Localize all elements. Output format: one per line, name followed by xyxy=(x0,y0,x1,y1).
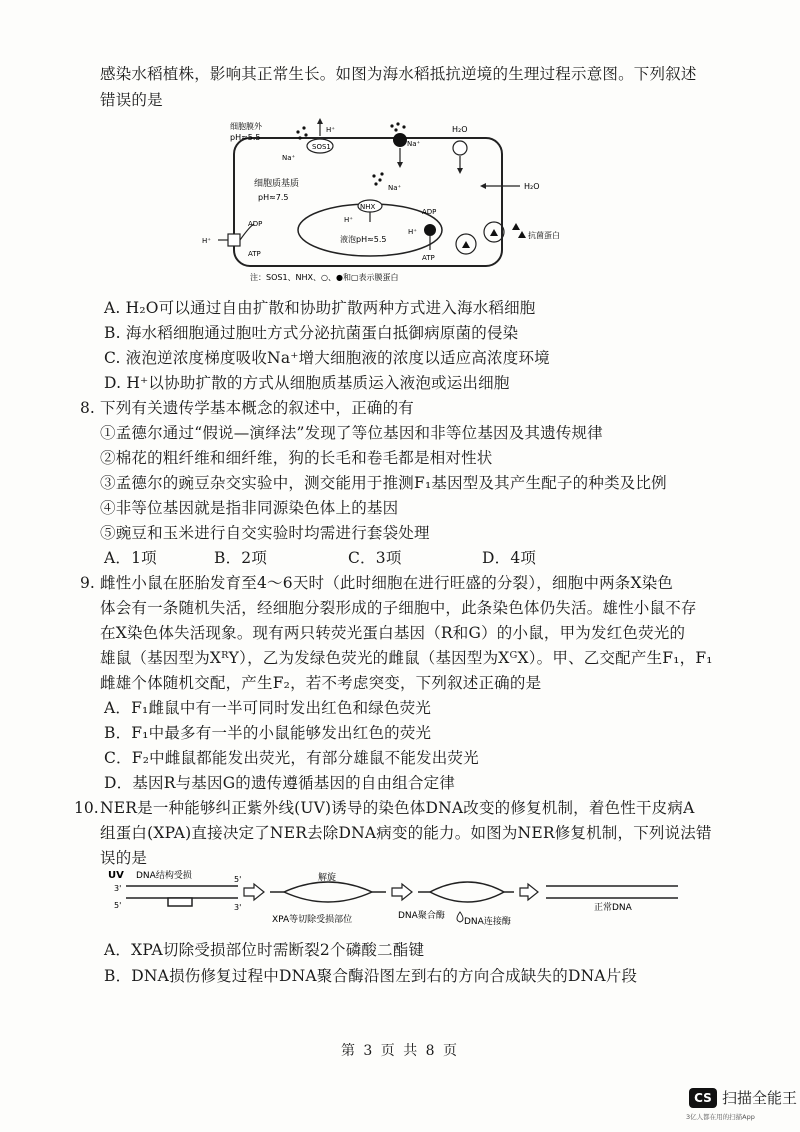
q7-option-b: B. 海水稻细胞通过胞吐方式分泌抗菌蛋白抵御病原菌的侵染 xyxy=(104,324,519,342)
q9-line-2: 体会有一条随机失活，经细胞分裂形成的子细胞中，此条染色体仍失活。雄性小鼠不存 xyxy=(100,599,697,617)
h-top-label: H⁺ xyxy=(326,126,335,134)
q9-line-4: 雄鼠（基因型为XᴿY），乙为发绿色荧光的雌鼠（基因型为XᴳX）。甲、乙交配产生F₁，F₁ xyxy=(100,649,713,667)
q8-item-2: ②棉花的粗纤维和细纤维，狗的长毛和卷毛都是相对性状 xyxy=(100,449,493,467)
ligase-shape xyxy=(457,912,463,922)
q8-option-b: B．2项 xyxy=(214,549,268,567)
adp-right-label: ADP xyxy=(422,208,437,216)
q10-line-2: 组蛋白(XPA)直接决定了NER去除DNA病变的能力。如图为NER修复机制，下列说法错 xyxy=(100,824,712,842)
q9-line-5: 雌雄个体随机交配，产生F₂，若不考虑突变，下列叙述正确的是 xyxy=(100,674,542,692)
q8-option-a: A．1项 xyxy=(104,549,157,567)
ligase-label: DNA连接酶 xyxy=(464,917,511,927)
cell-diagram xyxy=(202,118,580,288)
polymerase-label: DNA聚合酶 xyxy=(398,911,445,921)
q8-stem: 下列有关遗传学基本概念的叙述中，正确的有 xyxy=(100,399,415,417)
q8-option-c: C．3项 xyxy=(348,549,402,567)
camscanner-logo: CS xyxy=(689,1088,717,1108)
cytoplasm-label: 细胞质基质 xyxy=(254,179,300,189)
h-pump-left xyxy=(228,234,240,246)
damage-box xyxy=(168,898,192,906)
prime-3-left: 3' xyxy=(114,884,122,893)
q9-option-a: A．F₁雌鼠中有一半可同时发出红色和绿色荧光 xyxy=(104,699,432,717)
q9-line-1: 雌性小鼠在胚胎发育至4～6天时（此时细胞在进行旺盛的分裂），细胞中两条X染色 xyxy=(100,574,674,592)
water-channel xyxy=(453,141,467,155)
na-vacuole-label: Na⁺ xyxy=(388,184,402,192)
q7-option-a: A. H₂O可以通过自由扩散和协助扩散两种方式进入海水稻细胞 xyxy=(104,299,536,317)
prime-5-right: 5' xyxy=(234,875,242,884)
na-dots xyxy=(296,122,405,185)
na-pump-top xyxy=(393,133,407,147)
q10-line-1: NER是一种能够纠正紫外线(UV)诱导的染色体DNA改变的修复机制，着色性干皮病A xyxy=(100,799,695,817)
q9-line-3: 在X染色体失活现象。现有两只转荧光蛋白基因（R和G）的小鼠，甲为发红色荧光的 xyxy=(100,624,686,642)
na-pump-label: Na⁺ xyxy=(407,140,421,148)
q9-option-c: C．F₂中雌鼠都能发出荧光，有部分雄鼠不能发出荧光 xyxy=(104,749,479,767)
outside-label: 细胞膜外 xyxy=(230,122,262,131)
q7-option-c: C. 液泡逆浓度梯度吸收Na⁺增大细胞液的浓度以适应高浓度环境 xyxy=(104,349,550,367)
q10-number: 10. xyxy=(74,799,99,817)
damage-label: DNA结构受损 xyxy=(136,871,192,881)
q7-option-d: D. H⁺以协助扩散的方式从细胞质基质运入液泡或运出细胞 xyxy=(104,374,510,392)
h-right-label: H⁺ xyxy=(408,228,417,236)
q10-option-b: B．DNA损伤修复过程中DNA聚合酶沿图左到右的方向合成缺失的DNA片段 xyxy=(104,967,638,985)
q9-option-b: B．F₁中最多有一半的小鼠能够发出红色的荧光 xyxy=(104,724,432,742)
q8-option-d: D．4项 xyxy=(482,549,537,567)
q8-item-1: ①孟德尔通过“假说—演绎法”发现了等位基因和非等位基因及其遗传规律 xyxy=(100,424,603,442)
q8-item-4: ④非等位基因就是指非同源染色体上的基因 xyxy=(100,499,399,517)
prime-3-right: 3' xyxy=(234,903,242,912)
q8-item-3: ③孟德尔的豌豆杂交实验中，测交能用于推测F₁基因型及其产生配子的种类及比例 xyxy=(100,474,667,492)
outside-ph-label: pH≈5.5 xyxy=(230,133,261,142)
page-number: 第 3 页 共 8 页 xyxy=(340,1043,460,1059)
q9-option-d: D．基因R与基因G的遗传遵循基因的自由组合定律 xyxy=(104,774,456,792)
h2o-top-label: H₂O xyxy=(452,125,468,134)
h2o-right-label: H₂O xyxy=(524,182,540,191)
q10-option-a: A．XPA切除受损部位时需断裂2个磷酸二酯键 xyxy=(104,941,425,959)
q10-line-3: 误的是 xyxy=(100,849,148,867)
atp-left-label: ATP xyxy=(248,250,261,258)
intro-line-1: 感染水稻植株，影响其正常生长。如图为海水稻抵抗逆境的生理过程示意图。下列叙述 xyxy=(100,65,697,83)
normal-dna-label: 正常DNA xyxy=(594,903,632,913)
uv-label: UV xyxy=(108,870,124,881)
vacuole-ph-label: 液泡pH≈5.5 xyxy=(340,235,387,244)
q8-number: 8. xyxy=(80,399,95,417)
sos1-label: SOS1 xyxy=(312,143,331,151)
na-top-label: Na⁺ xyxy=(282,154,296,162)
camscanner-tagline: 3亿人都在用的扫描App xyxy=(686,1113,755,1121)
atp-right-label: ATP xyxy=(422,254,435,262)
h-left-label: H⁺ xyxy=(202,237,211,245)
nhx-label: NHX xyxy=(360,203,376,211)
intro-line-2: 错误的是 xyxy=(100,91,163,109)
q9-number: 9. xyxy=(80,574,95,592)
adp-left-label: ADP xyxy=(248,220,263,228)
xpa-label: XPA等切除受损部位 xyxy=(272,915,353,925)
prime-5-left: 5' xyxy=(114,901,122,910)
antibacterial-label: 抗菌蛋白 xyxy=(528,231,560,240)
h-vacuole-label: H⁺ xyxy=(344,216,353,224)
camscanner-name: 扫描全能王 xyxy=(722,1089,798,1107)
ner-diagram xyxy=(108,864,688,926)
vacuole-pump xyxy=(424,224,436,236)
figure-note: 注：SOS1、NHX、○、●和▢表示膜蛋白 xyxy=(250,273,399,282)
q8-item-5: ⑤豌豆和玉米进行自交实验时均需进行套袋处理 xyxy=(100,524,430,542)
unwind-label: 解旋 xyxy=(318,873,337,883)
cytoplasm-ph-label: pH≈7.5 xyxy=(258,193,289,202)
